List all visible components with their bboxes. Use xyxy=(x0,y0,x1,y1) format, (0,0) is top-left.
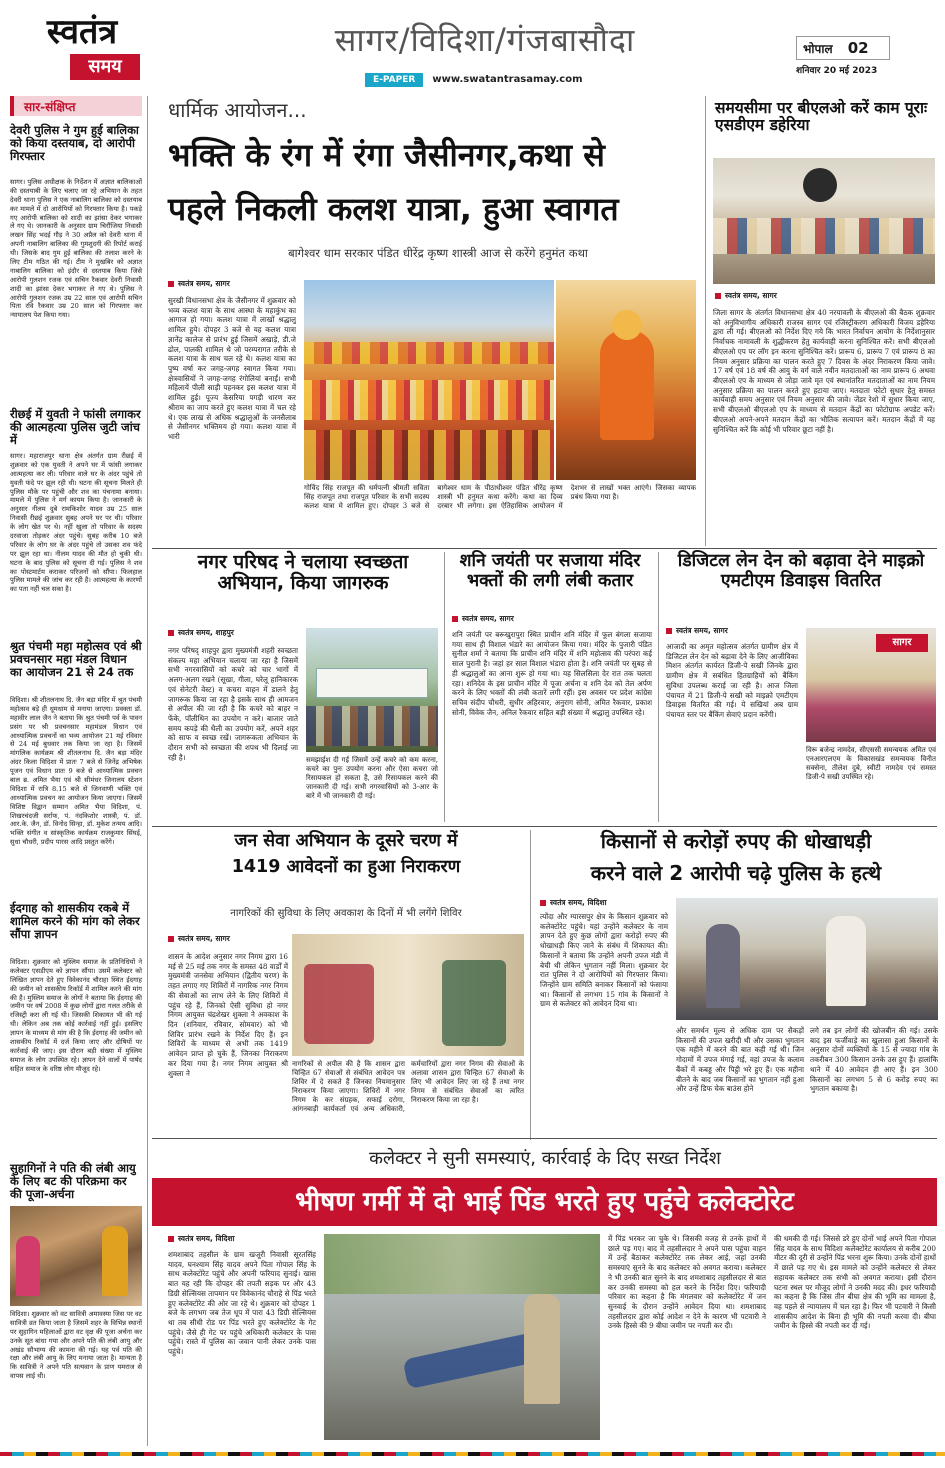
city: भोपाल xyxy=(803,42,833,56)
epaper-label: E-PAPER xyxy=(365,73,423,87)
sidebar xyxy=(10,96,142,1446)
sidebar-body-2: सागर। महाराजपुर थाना क्षेत्र अंतर्गत ग्राम रीछई में शुक्रवार को एक युवती ने अपने घर में फांसी लगाकर आत्महत्या कर ली। परिवार वाले घर के अंदर पहुंचे तो युवती फंदे पर झूल रही थी। घटना की सूचना मिलते ही पुलिस मौके पर पहुंची और शव का पंचनामा बनाया। मामले में पुलिस ने मर्ग कायम किया है। जानकारी के अनुसार नीलम दुबे रामकिशोर यादव उम्र 25 साल निवासी रीछई शुक्रवार सुबह अपने घर पर थी। परिवार के लोग खेत पर थे। नहीं खुला तो परिवार के सदस्य दरवाजा तोड़कर अंदर पहुंचे। सुबह करीब 10 बजे परिवार के लोग घर के अंदर पहुंचे तो उसका शव फंदे पर झूल रहा था। नीलम यादव की मौत हो चुकी थी। घटना के बाद पुलिस को सूचना दी गई। पुलिस ने शव का पोस्टमार्टम कराकर परिजनों को सौंपा। फिलहाल पुलिस मामले की जांच कर रही है। आत्महत्या के कारणों का पता नहीं चल सका है। xyxy=(10,452,142,594)
digital-body: आजादी का अमृत महोत्सव अंतर्गत ग्रामीण क्षेत्र में डिजिटल लेन देन को बढ़ावा देने के लिए आजीविका मिशन अंतर्गत कार्यरत डिजी-पे सखी जिनके द्वारा ग्रामीण क्षेत्र में सबंधित हितग्राहियों को बैंकिंग सुविधा उपलब्ध कराई जा रही है। आज जिला पंचायत में 21 डिजी-पे सखी को माइक्रो एमटीएम डिवाइस वितरित की गई। ये सखियां अब ग्राम पंचायत स्तर पर बैंकिंग सेवाएं प्रदान करेंगी। xyxy=(666,642,798,720)
row2-divider-1 xyxy=(444,552,445,822)
sidebar-headline-3: श्रुत पंचमी महा महोत्सव एवं श्री प्रवचनसार महा मंडल विधान का आयोजन 21 से 24 तक xyxy=(10,639,142,680)
blo-meeting-photo xyxy=(713,158,935,284)
fraud-headline-line1: किसानों से करोड़ों रुपए की धोखाधड़ी xyxy=(600,829,872,853)
fraud-headline-line2: करने वाले 2 आरोपी चढ़े पुलिस के हत्थे xyxy=(590,861,882,885)
main-photo-caption: गोविंद सिंह राजपूत की धर्मपत्नी श्रीमती सविता सिंह राजपूत तथा राजपूत परिवार के सभी सदस्य कलश यात्रा मे शामिल हुए। दोपहर 3 बजे से बागेश्वर धाम के पीठाधीश्वर पंडित धीरेंद्र कृष्ण शास्त्री भी हनुमत कथा करेंगे। कथा का दिव्य दरबार भी लगेगा। इस ऐतिहासिक आयोजन में देशभर से लाखों भक्त आएंगे। जिसका व्यापक प्रबंध किया गया है। xyxy=(304,484,696,511)
page-number: 02 xyxy=(847,39,869,57)
sidebar-body-1: सागर। पुलिस अधीक्षक के निर्देशन में अज्ञात बालिकाओं की दस्तयाबी के लिए चलाए जा रहे अभियान के तहत देवरी थाना पुलिस ने एक नाबालिग बालिका को दस्तयाब कर मामले में दो आरोपियों को गिरफ्तार किया है। पकड़े गए आरोपी बालिका को शादी का झांसा देकर भगाकर ले गए थे। जानकारी के अनुसार ग्राम चिरौंजिया निवासी लखन सिंह भदई गौड़ ने 30 अप्रैल को देवरी थाना में अपनी नाबालिग बालिका की गुमशुदगी की रिपोर्ट कराई थी। जिसके बाद गुम हुई बालिका की तलाश करने के लिए टीम गठित की गई। टीम ने मुखबिर को अज्ञात नाबालिग बालिका को इंदौर से दस्तयाब किया जिसे आरोपी गुलशन रजक एवं सचिन रैकवार देवरी निवासी शादी का झांसा देकर भगाकर ले गए थे। पुलिस ने आरोपी गुलशन रजक उम्र 22 साल एवं आरोपी सचिन पिता रवि रैकवार उम्र 20 साल को गिरफ्तार कर न्यायालय पेश किया गया। xyxy=(10,178,142,320)
sidebar-body-3: विदिशा। श्री शीतलनाथ दि. जैन बड़ा मंदिर में श्रुत पंचमी महोत्सव बड़े ही धूमधाम से मनाया जाएगा। प्रवक्ता डॉ. महावीर लाल जैन ने बताया कि श्रुत पंचमी पर्व के पावन प्रसंग पर श्री प्रवचनसार महामंडल विधान एवं आध्यात्मिक प्रवचनों का भव्य आयोजन 21 मई रविवार से 24 मई बुधवार तक किया जा रहा है। जिसमें मांगलिक कार्यक्रम श्री शीतलनाथ दि. जैन बड़ा मंदिर अंदर किला विदिशा में प्रातः 7 बजे से जिनेंद्र अभिषेक पूजन एवं विधान प्रातः 9 बजे से आध्यात्मिक प्रवचन बाल ब्र. अमित भैया एवं श्री सीमंधर जिनालय स्टेशन विदिशा में रात्रि 8.15 बजे से जिनवाणी भक्ति एवं आध्यात्मिक प्रवचन का आयोजन किया जाएगा। जिसमें विशिष्ट विद्वान सम्मान अमित भैया विदिशा, पं. शिखरचंदजी सर्राफ, पं. नंदकिशोर शास्त्री, पं. डॉ. आर.के. जैन, डॉ. विनोद सिन्हा, डॉ. मुकेश तन्मय आदि। भक्ति संगीत व सांस्कृतिक कार्यक्रम राजकुमार सिंघई, सुधा चौधरी, प्रदीप पारस आदि प्रस्तुत करेंगे। xyxy=(10,696,143,847)
shani-byline: स्वतंत्र समय, सागर xyxy=(452,614,514,624)
pind-bharna-photo xyxy=(324,1234,600,1440)
rule-row3-top xyxy=(152,826,937,827)
digital-headline: डिजिटल लेन देन को बढ़ावा देने माइक्रो एमटीएम डिवाइस वितरित xyxy=(677,551,925,591)
main-byline: स्वतंत्र समय, सागर xyxy=(168,279,230,289)
bottom-headline: भीषण गर्मी में दो भाई पिंड भरते हुए पहुंचे कलेक्टोरेट xyxy=(295,1187,794,1217)
jansewa-subhead: नागरिकों की सुविधा के लिए अवकाश के दिनों में भी लगेंगे शिविर xyxy=(230,908,462,919)
sidebar-photo xyxy=(10,1206,142,1306)
kalash-yatra-photo xyxy=(304,280,554,480)
jansewa-caption: नागरिकों से अपील की है कि शासन द्वारा चिन्हित 67 सेवाओं से संबंधित आवेदन पत्र शिविर में दे सकते हैं जिनका नियमानुसार निराकरण किया जाएगा। शिविरों में नगर निगम के कर संग्रहक, सफाई दरोगा, आंगनबाड़ी कार्यकर्ता एवं अन्य अधिकारी, कर्मचारियों द्वारा नगर निगम की सेवाओं के अलावा शासन द्वारा चिन्हित 67 सेवाओं के लिए भी आवेदन लिए जा रहे हैं तथा नगर निगम से संबंधित सेवाओं का त्वरित निराकरण किया जा रहा है। xyxy=(292,1060,524,1114)
right-top-body: जिला सागर के अंतर्गत विधानसभा क्षेत्र 40 नरयावली के बीएलओ की बैठक शुक्रवार को अनुविभागीय अधिकारी राजस्व सागर एवं रजिस्ट्रीकरण अधिकारी विजय डहेरिया द्वारा ली गई। बीएलओ को निर्देश दिए गये कि भारत निर्वाचन आयोग के निर्देशानुसार निर्वाचक नामावली के शुद्धीकरण हेतु कार्यवाही करना सुनिश्चित करें। सभी बीएलओ बीएलओ एप पर लॉग इन करना सुनिश्चित करें। प्रारूप 6, प्रारूप 7 एवं प्रारूप 8 का नियम अनुसार प्रक्रिया का पालन करते हुए 7 दिवस के अंदर निराकरण किया जावे। 17 वर्ष एवं 18 वर्ष की आयु के वर्ग वाले नवीन मतदाताओं का नाम प्रारूप 6 अथवा बीएलओ एप के माध्यम से जोड़ा जावे मृत एवं स्थानांतरित मतदाताओं का नाम नियम अनुसार प्रक्रिया का पालन करते हुए हटाया जाए। मतदाता फोटो सुधार हेतु समस्त कार्यवाही समय अनुसार एवं नियम अनुसार की जावे। जेंडर रेशो में सुधार किया जाए, सभी बीएलओ बीएलओ एप के माध्यम से मतदान केंद्रों का फोटोग्राफ अपडेट करें। बीएलओ अपने-अपने मतदान केंद्रों का भौतिक सत्यापन करें। मतदान केंद्रों में यह सुनिश्चित करें कि कोई भी परिवार छूटा नहीं है। xyxy=(713,308,935,434)
rule-row2-top xyxy=(152,548,937,549)
cleanliness-photo xyxy=(306,628,438,752)
row3-divider xyxy=(530,830,531,1140)
digital-byline: स्वतंत्र समय, सागर xyxy=(666,626,728,636)
fraud-photo xyxy=(676,898,938,1020)
sidebar-headline-4: ईदगाह को शासकीय रकबे में शामिल करने की मांग को लेकर सौंपा ज्ञापन xyxy=(10,901,140,942)
digital-photo xyxy=(806,628,936,742)
right-top-headline: समयसीमा पर बीएलओ करें काम पूराः एसडीएम डहेरिया xyxy=(715,99,928,135)
fraud-byline: स्वतंत्र समय, विदिशा xyxy=(540,898,607,908)
logo-line1: स्वतंत्र xyxy=(46,12,118,52)
main-right-divider xyxy=(705,96,706,546)
sidebar-divider xyxy=(147,96,148,1446)
page-info xyxy=(796,36,916,76)
date: शनिवार 20 मई 2023 xyxy=(796,66,878,76)
sidebar-header: सार-संक्षिप्त xyxy=(10,96,142,116)
sidebar-headline-5: सुहागिनों ने पति की लंबी आयु के लिए बट की परिक्रमा कर की पूजा-अर्चना xyxy=(10,1161,136,1202)
jansewa-photo xyxy=(292,934,524,1056)
sidebar-body-5: विदिशा। शुक्रवार को वट सावित्री अमावस्या जिस पर वट सावित्री व्रत किया जाता है जिसमें शहर के विभिन्न स्थानों पर सुहागिन महिलाओं द्वारा वट वृक्ष की पूजा अर्चना कर उनके सूत बांधा गया और अपने पति की लंबी आयु और अखंड सौभाग्य की कामना की गई। यह पर्व पति की रक्षा और लंबी आयु के लिए मनाया जाता है। मान्यता है कि सावित्री ने अपने पति सत्यवान के प्राण यमराज से वापस लाई थी। xyxy=(10,1310,142,1381)
main-headline-line1: भक्ति के रंग में रंगा जैसीनगर,कथा से xyxy=(168,136,605,174)
jansewa-headline-line1: जन सेवा अभियान के दूसरे चरण में xyxy=(234,831,458,851)
shani-headline: शनि जयंती पर सजाया मंदिर भक्तों की लगी लंबी कतार xyxy=(459,551,641,591)
right-top-byline: स्वतंत्र समय, सागर xyxy=(715,291,777,301)
digital-caption: विरू बजेन्द्र नामदेव, सीएससी समन्वयक अमित एवं एनआरएलएम के विकासखंड समन्वयक विनीत सक्सेना, तीलेश दुबे, स्वीटी नामदेव एवं समस्त डिजी-पे सखी उपस्थित रहे। xyxy=(806,746,936,782)
fraud-body: त्योंदा और ग्यारसपुर क्षेत्र के किसान शुक्रवार को कलेक्टोरेट पहुंचे। यहां उन्होंने कलेक्टर के नाम ज्ञापन देते हुए कुछ लोगों द्वारा करोड़ों रुपए की धोखाधड़ी किए जाने के संबंध में शिकायत की। किसानों ने बताया कि उन्होंने अपनी उपज मंडी में बेची थी लेकिन भुगतान नहीं मिला। शुक्रवार देर रात पुलिस ने दो आरोपियों को गिरफ्तार किया। जिन्होंने ग्राम समिति बनाकर किसानों को फंसाया था। किसानों से लगभग 15 गांव के किसानों ने ग्राम से कलेक्टर को आवेदन दिया था। xyxy=(540,912,668,1009)
cleanliness-body: नगर परिषद् शाहपुर द्वारा मुख्यमंत्री शहरी स्वच्छता संकल्प महा अभियान चलाया जा रहा है जिसमें सभी नगरवासियों को कचरे को चार भागों में अलग-अलग रखने (सूखा, गीला, घरेलू हानिकारक एवं सेनेटरी वेस्ट) व कचरा वाहन में डालने हेतु जागरूक किया जा रहा है इसके साथ ही आमजन से अपील की जा रही है कि कचरे को बाहर न फेंके, पॉलीथिन का उपयोग न करे। बाजार जाते समय कपड़े की थैली का उपयोग करें, अपने शहर को साफ व स्वच्छ रखें। जागरूकता अभियान के दौरान सभी को स्वच्छता की शपथ भी दिलाई जा रही है। xyxy=(168,646,298,762)
fraud-col3: लगे तब इन लोगों की खोजबीन की गई। उसके बाद इस फर्जीवाड़े का खुलासा हुआ किसानों के अनुसार दोनों व्यक्तियों के 15 से ज्यादा गांव के तकरीबन 300 किसान उनके उस हुए हैं। हालांकि थाने में 40 आवेदन ही आए हैं। इन 300 किसानों का लगभग 5 से 6 करोड़ रुपए का भुगतान बकाया है। xyxy=(810,1026,938,1094)
bottom-color-strip xyxy=(0,1452,945,1456)
website-link[interactable]: www.swatantrasamay.com xyxy=(432,74,583,85)
bottom-col1: शमशाबाद तहसील के ग्राम खजूरी निवासी सूरतसिंह यादव, घनश्याम सिंह यादव अपने पिता गोपाल सिंह के साथ कलेक्टोरेट पहुंचे और अपनी फरियाद सुनाई। खास बात यह रही कि दोपहर की तपती सड़क पर और 43 डिग्री सेल्सियस तापमान पर विवेकानंद चौराहे से पिंड भरते हुए कलेक्टोरेट की ओर जा रहे थे। शुक्रवार को दोपहर 1 बजे के लगभग जब तेज धूप में पारा 43 डिग्री सेल्सियस था तब सीधी रोड पर पिंड भरते हुए कलेक्टोरेट के गेट पहुंचे। जैसे ही गेट पर पहुंचे अधिकारी कलेक्टर के पास पहुंचे। रास्ते में पुलिस का जवान पानी लेकर उनके पास पहुंचे। xyxy=(168,1250,316,1357)
jansewa-byline: स्वतंत्र समय, सागर xyxy=(168,934,230,944)
bottom-byline: स्वतंत्र समय, विदिशा xyxy=(168,1234,235,1244)
logo[interactable] xyxy=(12,14,152,84)
main-col1: सुरखी विधानसभा क्षेत्र के जैसीनगर में शुक्रवार को भव्य कलश यात्रा के साथ आस्था के महाकुंभ का आगाज हो गया। कलश यात्रा में लाखों श्रद्धालु शामिल हुये। दोपहर 3 बजे से यह कलश यात्रा ज्ञानेंद्र कालेज से प्रारंभ हुई जिसमें अखाड़े, डी.जे ढोल, पालकी शामिल थे जो परम्परागत तरीके से कलश यात्रा के साथ चल रहे थे। कलश यात्रा का पुष्प वर्षा कर जगह-जगह स्वागत किया गया। क्षेत्रवासियों ने जगह-जगह रंगोलियां बनाईं। सभी महिलायें पीली साड़ी पहनकर इस कलश यात्रा में शामिल हुई। पूज्य केसरिया पगड़ी धारण कर श्रीराम का जाप करते हुए कलश यात्रा में चल रहे थे। एक लाख से अधिक श्रद्धालुओं के जनसैलाब से जैसीनगर भक्तिमय हो गया। कलश यात्रा में भारी xyxy=(168,296,296,442)
row2-divider-2 xyxy=(658,552,659,822)
cleanliness-headline: नगर परिषद ने चलाया स्वच्छता अभियान, किया जागरुक xyxy=(197,551,409,595)
main-kicker: धार्मिक आयोजन... xyxy=(168,98,307,122)
cleanliness-byline: स्वतंत्र समय, शाहपुर xyxy=(168,628,234,638)
jansewa-body: शासन के आदेश अनुसार नगर निगम द्वारा 16 मई से 25 मई तक नगर के समस्त 48 वार्डों में मुख्यमंत्री जनसेवा अभियान (द्वितीय चरण) के तहत लगाए गए शिविरों में नागरिक नगर निगम की सेवाओं का लाभ लेने के लिए शिविरों में पहुंच रहे हैं, जिनको ऐसी सुविधा हो नगर निगम आयुक्त चंद्रशेखर शुक्ला ने अवकाश के दिन (शनिवार, रविवार, सोमवार) को भी शिविर प्रारंभ रखने के निर्देश दिए हैं। इन शिविरों के माध्यम से अभी तक 1419 आवेदन प्राप्त हो चुके हैं, जिनका निराकरण कर दिया गया है। नगर निगम आयुक्त श्री शुक्ला ने xyxy=(168,952,288,1078)
hanuman-idol-photo xyxy=(556,280,696,480)
bottom-col4: की धमकी दी गई। जिससे डरे हुए दोनों भाई अपने पिता गोपाल सिंह यादव के साथ विदिशा कलेक्टोरेट कार्यालय से करीब 200 मीटर की दूरी से उन्होंने पिंड भरना शुरू किया। उनके दोनों हाथों में छाले पड़ गए थे। इस मामले को उन्होंने कलेक्टर से लेकर सहायक कलेक्टर तक सभी को अवगत कराया। इसी दौरान घटना स्थल पर मौजूद लोगों ने उनकी मदद की। इधर फरियादी का कहना है कि जिस तीन बीघा क्षेत्र की भूमि का मामला है, वह पहले से न्यायालय में चल रहा है। फिर भी पटवारी ने किसी शासकीय आदेश के बिना ही भूमि की नपती करवा दी। बीघा जमीन के हिस्से की नपती कर दी गई। xyxy=(774,1234,936,1331)
cleanliness-caption: समझाईश दी गई जिसमें उन्हें कचरे को कम करना, कचरे का पुनः उपयोग करना और ऐसा कचरा जो रिसायकल हो सकता है, उसे रिसायकल करने की जानकारी दी गई। सभी नगरवासियों को 3-आर के बारे में भी जानकारी दी गई। xyxy=(306,756,438,801)
bottom-col3: में पिंड भरकर जा चुके थे। जिसकी वजह से उनके हाथों में छाले पड़ गए। बाद में तहसीलदार ने अपने पास पहुंचा वाहन में उन्हें बैठाकर कलेक्टोरेट तक लेकर आई, जहां उनकी समस्याएं सुनने के बाद कलेक्टर को अवगत कराया। कलेक्टर ने भी उनकी बात सुनने के बाद शमशाबाद तहसीलदार से बात कर उनकी समस्या को हल करने के निर्देश दिए। फरियादी परिवार का कहना है कि मंगलवार को कलेक्टोरेट में जन सुनवाई के दौरान उन्होंने आवेदन दिया था। शमशाबाद तहसीलदार द्वारा कोई आदेश न देने के कारण भी पटवारी ने उनके हिस्से की 9 बीघा जमीन पर नपती कर दी। xyxy=(608,1234,766,1331)
collector-banner: कलेक्टर ने सुनी समस्याएं, कार्रवाई के दिए सख्त निर्देश xyxy=(369,1148,721,1169)
shani-body: शनि जयंती पर बरूखुरापुरा स्थित प्राचीन शनि मंदिर में फूल बंगला सजाया गया साथ ही विशाल भंडारे का आयोजन किया गया। मंदिर के पुजारी पंडित सुनील शर्मा ने बताया कि प्राचीन शनि मंदिर में शनि महोत्सव की परंपरा कई साल पुरानी है। जहां हर साल विशाल भंडारा होता है। शनि जयंती पर सुबह से ही श्रद्धालुओं का आना शुरू हो गया था। यह सिलसिला देर रात तक चलता रहा। शनिदेव के इस प्राचीन मंदिर में पूजा अर्चना व शनि देव को तेल अर्पण करने के लिए भक्तों की लंबी कतारें लगी रहीं। इस अवसर पर प्रदेश कांग्रेस सचिव संदीप चौधरी, सुधीर अहिरवार, अनुराग सोनी, अमित रैकवार, प्रकाश सोनी, विवेक जैन, अनिल रैकवार सहित बड़ी संख्या में श्रद्धालु उपस्थित रहे। xyxy=(452,630,652,717)
fraud-col2: और समर्थन मूल्य से अधिक दाम पर सैकड़ों किसानों की उपज खरीदी थी और उसका भुगतान एक महीने में करने की बात कही गई थी। जिन गोदामों में उपज मंगाई गई, वहां उपज के कलाम बैंकों में कबड्ड और पिट्ठी भरे हुए हैं। एक महीना बीतने के बाद जब किसानों का भुगतान नहीं हुआ और उन्हें डिफ चेक बाउंस होने xyxy=(676,1026,804,1094)
digital-photo-sign: सागर xyxy=(876,634,928,652)
sidebar-headline-1: देवरी पुलिस ने गुम हुई बालिका को किया दस्तयाब, दो आरोपी गिरफ्तार xyxy=(10,123,139,164)
sidebar-body-4: विदिशा। शुक्रवार को मुस्लिम समाज के प्रतिनिधियों ने कलेक्टर एसडीएम को ज्ञापन सौंपा। उसमें कलेक्टर को लिखित ज्ञापन देते हुए विवेकानंद चौराहा स्थित ईदगाह की जमीन को शासकीय रिकॉर्ड में शामिल करने की मांग की है। मुस्लिम समाज के लोगों ने बताया कि ईदगाह की जमीन पर वर्ष 2008 में कुछ लोगों द्वारा गलत तरीके से रजिस्ट्री करा ली गई थी। जिसकी शिकायत भी की गई थी। लेकिन अब तक कोई कार्रवाई नहीं हुई। इसलिए ज्ञापन के माध्यम से मांग की है कि ईदगाह की जमीन को शासकीय रिकॉर्ड में दर्ज किया जाए और दोषियों पर कार्रवाई की जाए। इस दौरान बड़ी संख्या में मुस्लिम समाज के लोग उपस्थित रहे। ज्ञापन देने वालों में पार्षद सहित समाज के वरिष्ठ लोग मौजूद रहे। xyxy=(10,958,142,1073)
rule-banner-top xyxy=(152,1138,937,1139)
main-headline-line2: पहले निकली कलश यात्रा, हुआ स्वागत xyxy=(168,190,619,228)
jansewa-headline-line2: 1419 आवेदनों का हुआ निराकरण xyxy=(231,857,461,877)
masthead xyxy=(0,0,945,92)
epaper-bar xyxy=(365,67,705,83)
edition-title: सागर/विदिशा/गंजबासौदा xyxy=(334,21,636,59)
logo-line2: समय xyxy=(70,54,140,80)
main-subhead: बागेश्वर धाम सरकार पंडित धीरेंद्र कृष्ण शास्त्री आज से करेंगे हनुमंत कथा xyxy=(288,246,588,260)
bottom-headline-bar xyxy=(152,1178,937,1226)
sidebar-headline-2: रीछई में युवती ने फांसी लगाकर की आत्महत्या पुलिस जुटी जांच में xyxy=(10,407,141,448)
